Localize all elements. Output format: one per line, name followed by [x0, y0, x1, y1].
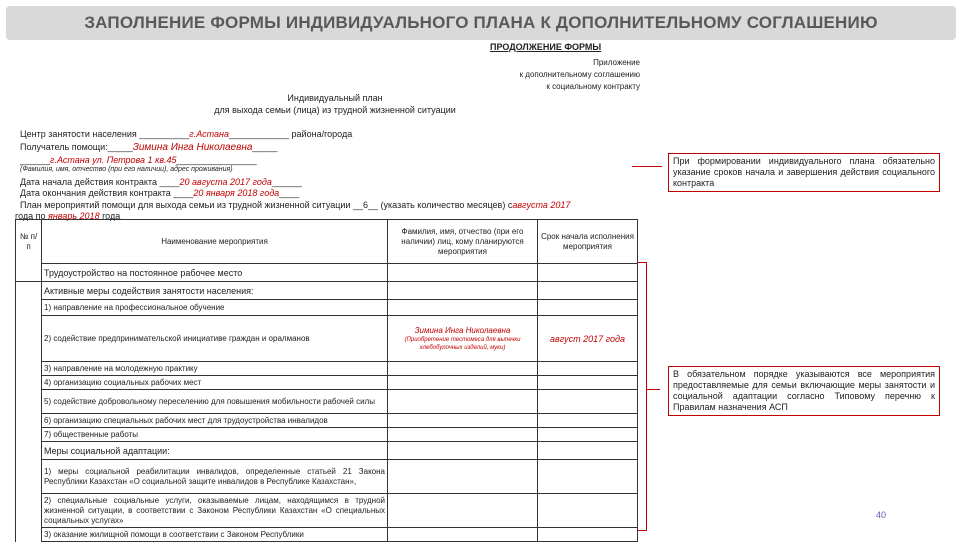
appendix-line: к социальному контракту: [546, 82, 640, 91]
contract-end-line: Дата окончания действия контракта ____20 января 2018 года____: [20, 188, 300, 198]
table-row: 3) направление на молодежную практику: [16, 362, 638, 376]
plan-period-line-2: года по январь 2018 года: [15, 211, 121, 221]
header-person: Фамилия, имя, отчество (при его наличии) лиц, кому планируются мероприятия: [388, 220, 538, 264]
plan-title-line: для выхода семьи (лица) из трудной жизненной ситуации: [214, 105, 456, 115]
appendix-line: Приложение: [593, 58, 640, 67]
plan-period-line: План мероприятий помощи для выхода семьи из трудной жизненной ситуации __6__ (указать количество месяцев) савгуста 2017: [20, 200, 571, 210]
filled-person-name: Зимина Инга Николаевна: [414, 325, 511, 335]
table-row: 2) специальные социальные услуги, оказываемые лицам, находящимся в трудной жизненной ситуации, в соответствии с Законом Республики Казахстан «О специальных социальных услугах»: [16, 494, 638, 528]
employment-center-value: г.Астана: [189, 129, 229, 139]
measures-table: [15, 219, 638, 542]
employment-center-line: Центр занятости населения __________г.Астана____________ района/города: [20, 129, 353, 139]
plan-title: [170, 92, 500, 116]
contract-end-value: 20 января 2018 года: [193, 188, 280, 198]
measures-bracket-bottom: [638, 530, 647, 531]
plan-months: 6: [363, 200, 369, 210]
appendix-line: к дополнительному соглашению: [519, 70, 640, 79]
header-term: Срок начала исполнения мероприятия: [538, 220, 638, 264]
table-row: 4) организацию социальных рабочих мест: [16, 376, 638, 390]
measures-bracket-top: [638, 262, 647, 263]
table-row: 1) направление на профессиональное обучение: [16, 300, 638, 316]
table-row: Трудоустройство на постоянное рабочее место: [16, 264, 638, 282]
table-row: Активные меры содействия занятости населения:: [16, 282, 638, 300]
header-name: Наименование мероприятия: [42, 220, 388, 264]
banner-title: ЗАПОЛНЕНИЕ ФОРМЫ ИНДИВИДУАЛЬНОГО ПЛАНА К ДОПОЛНИТЕЛЬНОМУ СОГЛАШЕНИЮ: [84, 13, 878, 32]
appendix-block: [480, 57, 640, 93]
contract-start-value: 20 августа 2017 года: [179, 177, 272, 187]
table-row-filled: 2) содействие предпринимательской инициативе граждан и оралманов Зимина Инга Николаевна (Приобретение тестомеса для выпечки хлебобулочных изделий, муки) август 2017 года: [16, 316, 638, 362]
table-row: 5) содействие добровольному переселению для повышения мобильности рабочей силы: [16, 390, 638, 414]
table-row: Меры социальной адаптации:: [16, 442, 638, 460]
plan-to: январь 2018: [48, 211, 100, 221]
dates-note: При формировании индивидуального плана обязательно указание сроков начала и завершения действия социального контракта: [668, 153, 940, 192]
table-row: 6) организацию специальных рабочих мест для трудоустройства инвалидов: [16, 414, 638, 428]
address-hint: (Фамилия, имя, отчество (при его наличии), адрес проживания): [20, 166, 233, 173]
dates-note-connector: [632, 166, 662, 167]
table-row: 1) меры социальной реабилитации инвалидов, определенные статьей 21 Закона Республики Казахстан «О социальной защите инвалидов в Республике Казахстан»,: [16, 460, 638, 494]
plan-from: августа 2017: [512, 200, 571, 210]
plan-title-line: Индивидуальный план: [287, 93, 383, 103]
measures-note: В обязательном порядке указываются все мероприятия предоставляемые для семьи включающие меры занятости и социальной адаптации согласно Типовому перечню к Правилам назначения АСП: [668, 366, 940, 416]
filled-person-cell: [388, 316, 538, 362]
filled-term: август 2017 года: [538, 316, 638, 362]
page-number: 40: [876, 510, 887, 520]
contract-start-line: Дата начала действия контракта ____20 августа 2017 года______: [20, 177, 302, 187]
filled-person-note: (Приобретение тестомеса для выпечки хлебобулочных изделий, муки): [404, 336, 521, 351]
table-header-row: [16, 220, 638, 264]
measures-bracket: [646, 262, 647, 530]
title-banner: [6, 6, 956, 40]
table-row: 7) общественные работы: [16, 428, 638, 442]
header-num: № п/п: [16, 220, 42, 264]
recipient-name: Зимина Инга Николаевна: [132, 142, 253, 153]
continuation-label: ПРОДОЛЖЕНИЕ ФОРМЫ: [490, 42, 602, 52]
recipient-line: Получатель помощи:_____Зимина Инга Николаевна_____: [20, 142, 278, 153]
address-value: г.Астана ул. Петрова 1 кв.45: [50, 155, 177, 165]
address-line: ______г.Астана ул. Петрова 1 кв.45________________: [20, 155, 257, 165]
measures-bracket-arrow: [646, 389, 660, 390]
table-row: 3) оказание жилищной помощи в соответствии с Законом Республики: [16, 528, 638, 542]
